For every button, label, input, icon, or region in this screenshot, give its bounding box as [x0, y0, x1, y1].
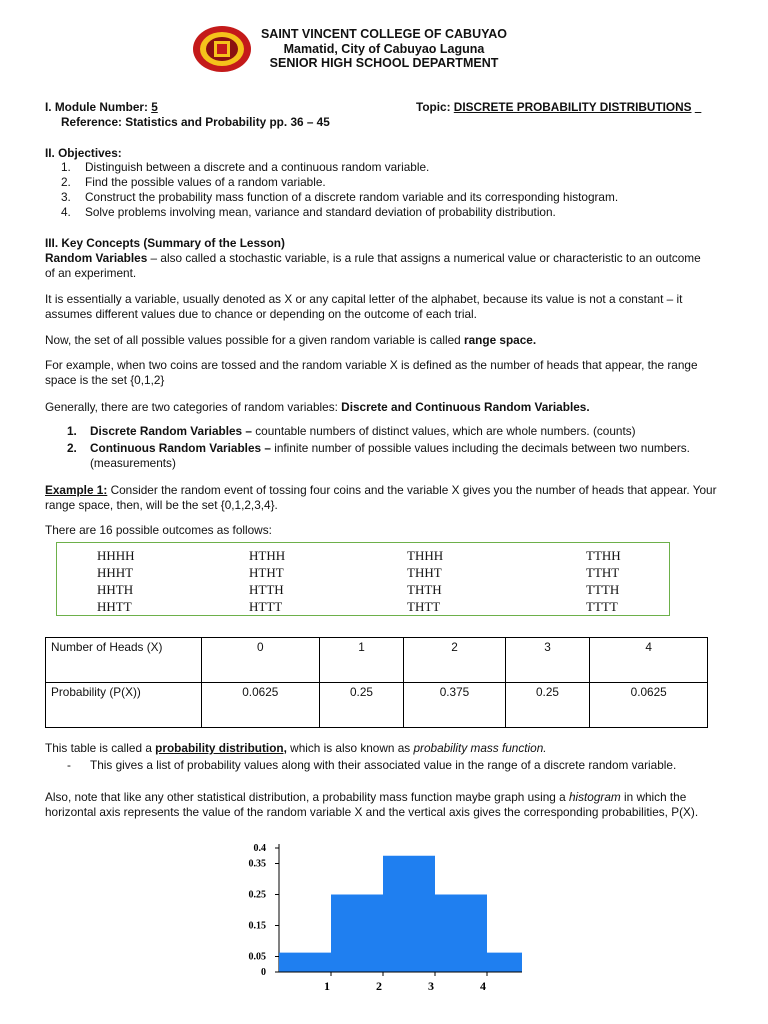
- concept-paragraph-2: Now, the set of all possible values possible for a given random variable is called range space.: [45, 333, 537, 347]
- outcome-column: TTHH TTHT TTTH TTTT: [586, 548, 621, 614]
- topic-value: DISCRETE PROBABILITY DISTRIBUTIONS: [453, 100, 692, 114]
- module-number-line: [45, 100, 158, 115]
- range-space-term: range space.: [464, 333, 537, 347]
- y-tick-label: 0: [261, 967, 266, 978]
- histogram-bar: [487, 953, 522, 972]
- concept-paragraph-1: It is essentially a variable, usually denoted as X or any capital letter of the alphabet, because its value is not a constant – it assumes different values due to chance or depending on the outcome of each trial.: [45, 292, 683, 321]
- concepts-heading: III. Key Concepts (Summary of the Lesson): [45, 236, 285, 250]
- table-cell: 4: [590, 638, 708, 683]
- table-cell: 0.25: [505, 683, 590, 728]
- objectives-heading: II. Objectives:: [45, 146, 122, 160]
- school-name: SAINT VINCENT COLLEGE OF CABUYAO: [260, 27, 508, 41]
- histogram-paragraph: Also, note that like any other statistical distribution, a probability mass function maybe graph using a histogram in which the horizontal axis represents the value of the random variable X and the vertical axis gives the corresponding probabilities, P(X).: [45, 790, 699, 819]
- table-row: [46, 638, 708, 683]
- random-variable-definition: Random Variables – also called a stochastic variable, is a rule that assigns a numerical value or characteristic to an outcome of an experiment.: [45, 251, 701, 280]
- category-discrete: 1. Discrete Random Variables – countable numbers of distinct values, which are whole numbers. (counts): [67, 424, 636, 438]
- topic-line: [416, 100, 701, 115]
- histogram-bar: [383, 856, 435, 972]
- table-cell: 0.0625: [202, 683, 320, 728]
- table-cell: 0.0625: [590, 683, 708, 728]
- example-label: Example 1:: [45, 483, 108, 497]
- random-variable-term: Random Variables: [45, 251, 148, 265]
- example-1: Example 1: Consider the random event of tossing four coins and the variable X gives you the number of heads that appear. Your range space, then, will be the set {0,1,2,3,4}.: [45, 483, 717, 512]
- module-number-label: I. Module Number:: [45, 100, 148, 114]
- x-tick-label: 3: [428, 979, 434, 993]
- x-tick-label: 2: [376, 979, 382, 993]
- objective-item: 1. Distinguish between a discrete and a continuous random variable.: [61, 160, 430, 174]
- x-tick-label: 1: [324, 979, 330, 993]
- school-address: Mamatid, City of Cabuyao Laguna: [283, 42, 485, 56]
- category-continuous: 2. Continuous Random Variables – infinite number of possible values including the decimals between two numbers. (measurements): [67, 441, 690, 470]
- pmf-bullet: - This gives a list of probability values along with their associated value in the range of a discrete random variable.: [67, 758, 677, 772]
- y-tick-label: 0.05: [248, 951, 266, 963]
- y-tick-label: 0.35: [248, 858, 266, 870]
- pmf-paragraph: This table is called a probability distribution, which is also known as probability mass function.: [45, 741, 547, 755]
- objective-item: 4. Solve problems involving mean, variance and standard deviation of probability distribution.: [61, 205, 556, 219]
- department-name: SENIOR HIGH SCHOOL DEPARTMENT: [269, 56, 499, 70]
- table-cell: 0: [202, 638, 320, 683]
- table-cell: 3: [505, 638, 590, 683]
- module-number: 5: [151, 100, 158, 114]
- y-tick-label: 0.25: [248, 889, 266, 901]
- outcomes-box: [56, 542, 670, 616]
- topic-label: Topic:: [416, 100, 451, 114]
- objective-item: 3. Construct the probability mass function of a discrete random variable and its corresponding histogram.: [61, 190, 619, 204]
- probability-distribution-term: probability distribution,: [155, 741, 287, 755]
- histogram-bar: [331, 895, 383, 973]
- table-cell: Number of Heads (X): [46, 638, 202, 683]
- x-tick-label: 4: [480, 979, 486, 993]
- y-tick-label: 0.15: [248, 920, 266, 932]
- probability-histogram: [222, 836, 522, 1006]
- outcome-column: HTHH HTHT HTTH HTTT: [249, 548, 286, 614]
- probability-distribution-table: [45, 637, 708, 728]
- histogram-bar: [435, 895, 487, 973]
- y-tick-label: 0.4: [253, 843, 266, 854]
- concept-paragraph-3: For example, when two coins are tossed and the random variable X is defined as the number of heads that appear, the range space is the set {0,1,2}: [45, 358, 698, 387]
- histogram-bar: [279, 953, 331, 972]
- table-cell: 1: [319, 638, 404, 683]
- table-cell: 0.25: [319, 683, 404, 728]
- table-cell: Probability (P(X)): [46, 683, 202, 728]
- objective-item: 2. Find the possible values of a random variable.: [61, 175, 326, 189]
- categories-term: Discrete and Continuous Random Variables.: [341, 400, 590, 414]
- outcome-column: THHH THHT THTH THTT: [407, 548, 444, 614]
- reference: Reference: Statistics and Probability pp. 36 – 45: [61, 115, 330, 129]
- outcome-column: HHHH HHHT HHTH HHTT: [97, 548, 135, 614]
- table-cell: 0.375: [404, 683, 505, 728]
- outcomes-intro: There are 16 possible outcomes as follows:: [45, 523, 272, 537]
- table-cell: 2: [404, 638, 505, 683]
- objectives-list: [61, 160, 741, 220]
- table-row: [46, 683, 708, 728]
- concept-paragraph-4: Generally, there are two categories of random variables: Discrete and Continuous Random Variables.: [45, 400, 590, 414]
